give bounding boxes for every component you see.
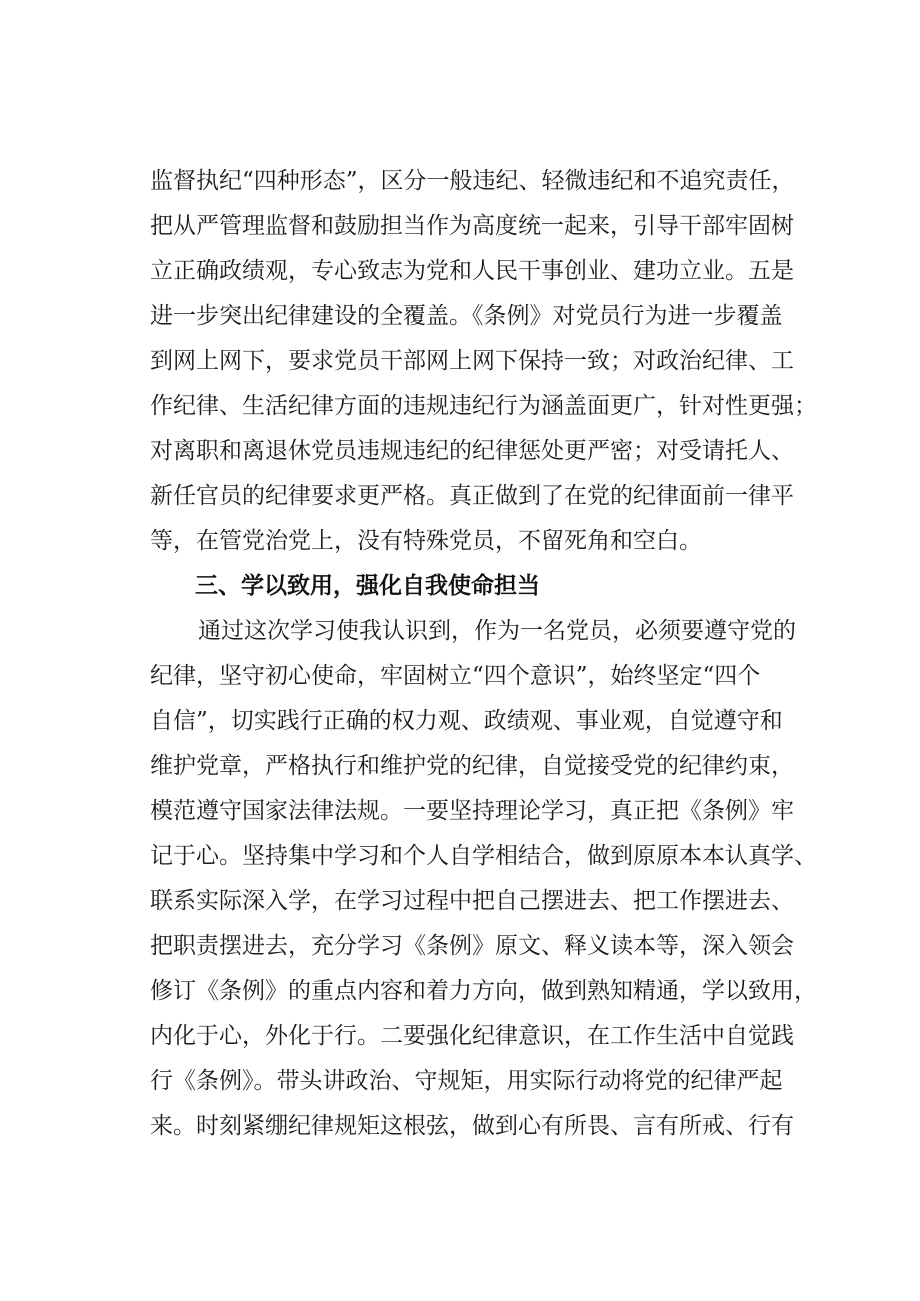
paragraph-line: 内化于心，外化于行。二要强化纪律意识，在工作生活中自觉践 [150, 1023, 794, 1049]
paragraph-line: 纪律，坚守初心使命，牢固树立“四个意识”，始终坚定“四个 [150, 663, 761, 689]
paragraph-line: 等，在管党治党上，没有特殊党员，不留死角和空白。 [150, 528, 702, 554]
paragraph-line: 模范遵守国家法律法规。一要坚持理论学习，真正把《条例》牢 [150, 798, 794, 824]
paragraph-line: 进一步突出纪律建设的全覆盖。《条例》对党员行为进一步覆盖 [150, 303, 783, 329]
paragraph-line: 对离职和离退休党员违规违纪的纪律惩处更严密；对受请托人、 [150, 438, 794, 464]
paragraph-line: 行《条例》。带头讲政治、守规矩，用实际行动将党的纪律严起 [150, 1068, 783, 1094]
paragraph-line: 修订《条例》的重点内容和着力方向，做到熟知精通，学以致用， [150, 978, 817, 1004]
paragraph-line: 通过这次学习使我认识到，作为一名党员，必须要遵守党的 [198, 618, 796, 644]
paragraph-line: 维护党章，严格执行和维护党的纪律，自觉接受党的纪律约束， [150, 753, 794, 779]
paragraph-line: 记于心。坚持集中学习和个人自学相结合，做到原原本本认真学、 [150, 843, 817, 869]
paragraph-line: 把从严管理监督和鼓励担当作为高度统一起来，引导干部牢固树 [150, 213, 794, 239]
paragraph-line: 来。时刻紧绷纪律规矩这根弦，做到心有所畏、言有所戒、行有 [150, 1113, 794, 1139]
paragraph-line: 监督执纪“四种形态”，区分一般违纪、轻微违纪和不追究责任， [150, 168, 795, 194]
paragraph-line: 新任官员的纪律要求更严格。真正做到了在党的纪律面前一律平 [150, 483, 794, 509]
paragraph-line: 立正确政绩观，专心致志为党和人民干事创业、建功立业。五是 [150, 258, 794, 284]
paragraph-line: 自信”，切实践行正确的权力观、政绩观、事业观，自觉遵守和 [150, 708, 783, 734]
paragraph-line: 到网上网下，要求党员干部网上网下保持一致；对政治纪律、工 [150, 348, 794, 374]
section-heading: 三、学以致用，强化自我使命担当 [195, 573, 540, 599]
paragraph-line: 联系实际深入学，在学习过程中把自己摆进去、把工作摆进去、 [150, 888, 794, 914]
paragraph-line: 把职责摆进去，充分学习《条例》原文、释义读本等，深入领会 [150, 933, 794, 959]
paragraph-line: 作纪律、生活纪律方面的违规违纪行为涵盖面更广，针对性更强； [150, 393, 817, 419]
